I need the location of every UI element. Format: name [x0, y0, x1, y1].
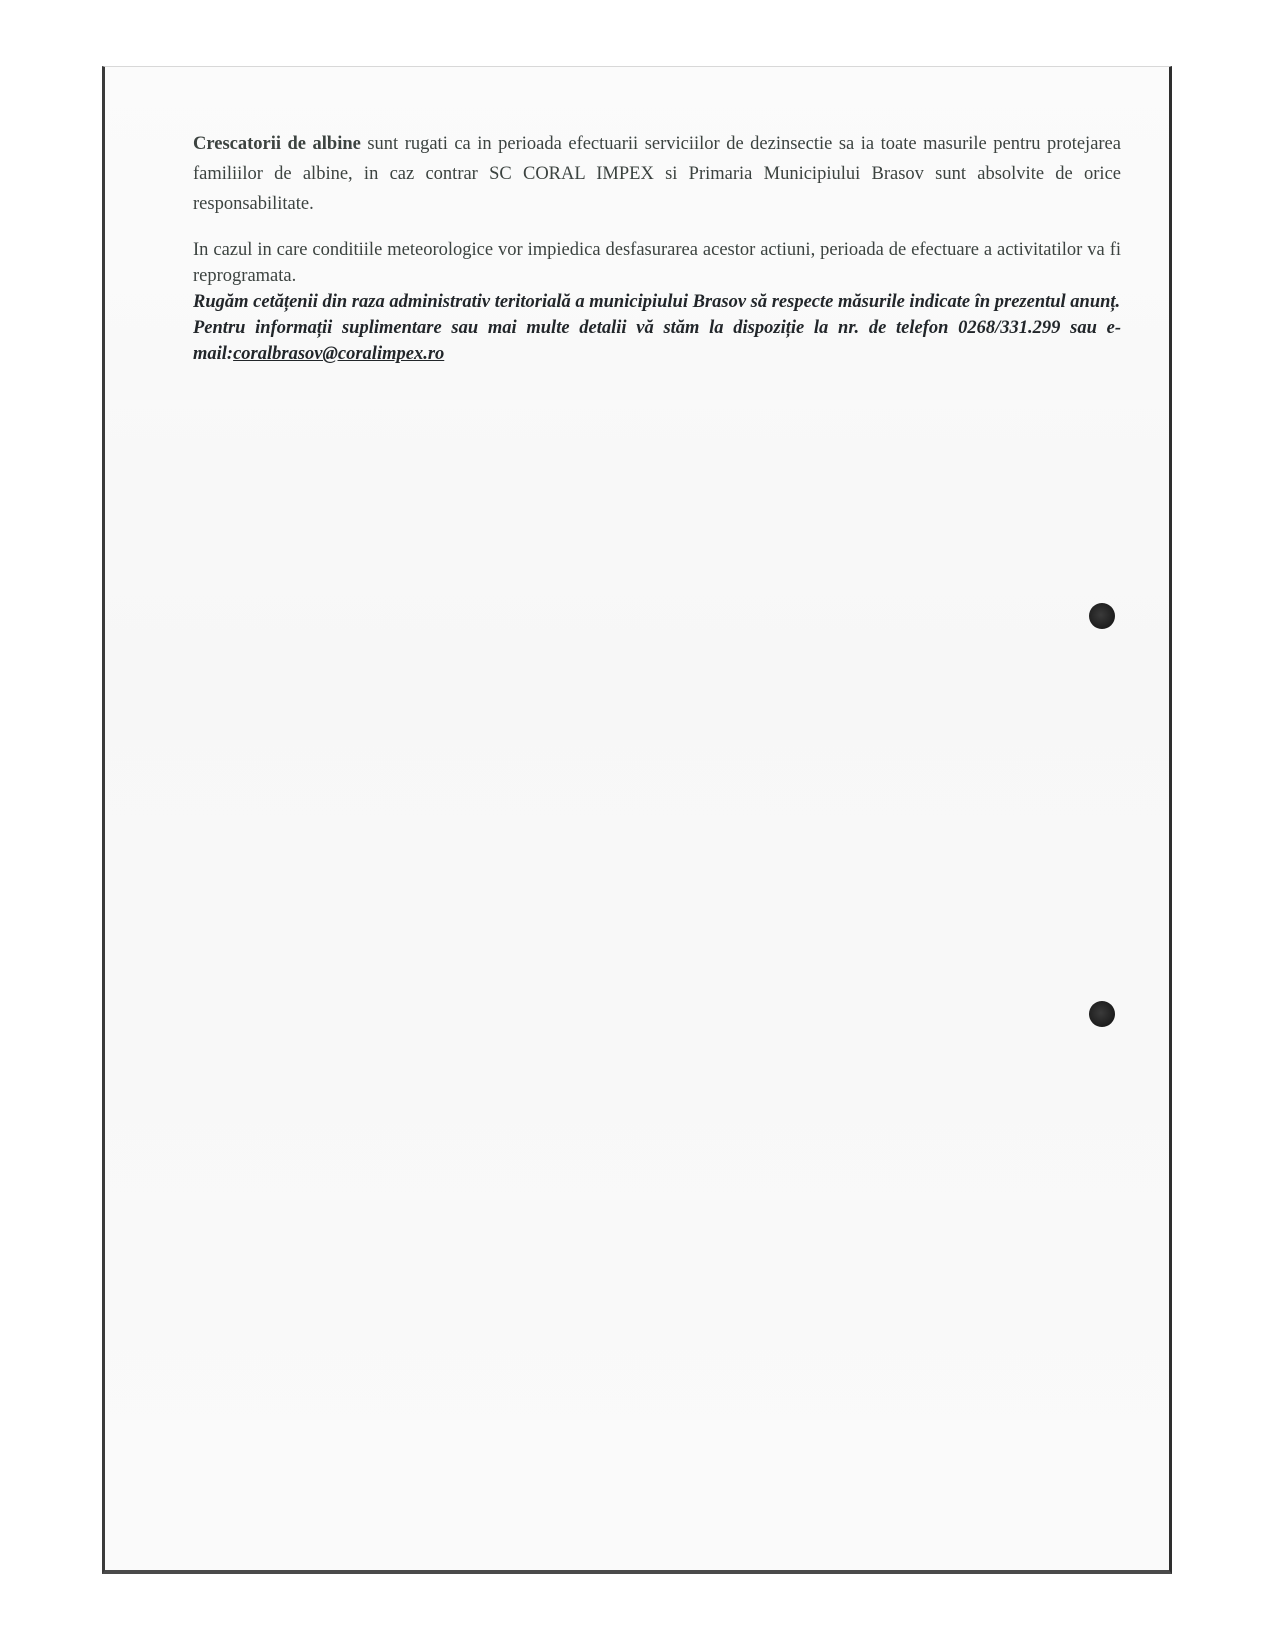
email-link[interactable]: coralbrasov@coralimpex.ro — [233, 344, 445, 364]
beekeepers-lead: Crescatorii de albine — [193, 134, 361, 154]
citizens-request-paragraph: Rugăm cetățenii din raza administrativ teritorială a municipiului Brasov să respecte măsurile indicate în prezentul anunț. — [193, 292, 1121, 312]
punch-hole-bottom — [1089, 1001, 1115, 1027]
punch-hole-top — [1089, 603, 1115, 629]
weather-paragraph: In cazul in care conditiile meteorologice vor impiedica desfasurarea acestor actiuni, perioada de efectuare a activitatilor va fi reprogramata. — [193, 240, 1121, 286]
contact-paragraph — [193, 315, 1121, 367]
contact-text: Pentru informații suplimentare sau mai multe detalii vă stăm la dispoziție la nr. de telefon 0268/331.299 sau e-mail: — [193, 318, 1121, 364]
beekeepers-text: sunt rugati ca in perioada efectuarii serviciilor de dezinsectie sa ia toate masurile pentru protejarea familiilor de albine, in caz contrar SC CORAL IMPEX si Primaria Municipiului Brasov sunt absolvite de orice responsabilitate. — [193, 134, 1121, 214]
paper-sheet — [102, 66, 1172, 1574]
paragraph-gap — [193, 219, 1121, 237]
notice-body — [193, 129, 1121, 367]
beekeepers-paragraph — [193, 129, 1121, 219]
